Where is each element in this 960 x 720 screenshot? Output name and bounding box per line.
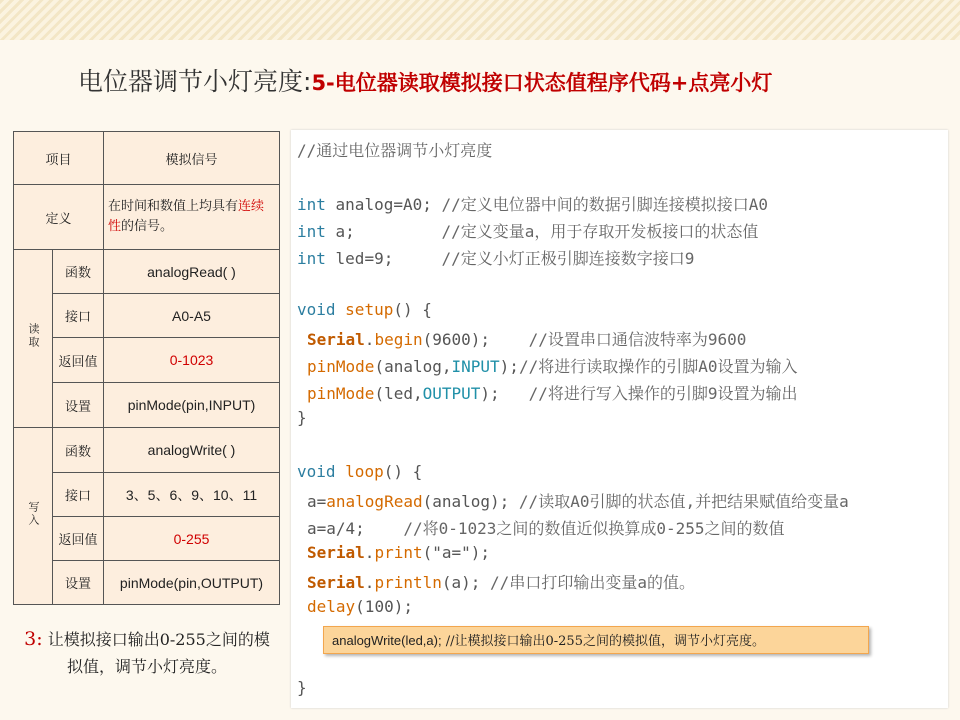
row-label: 设置 xyxy=(53,561,104,605)
code-line: a=a/4; //将0-1023之间的数值近似换算成0-255之间的数值 xyxy=(307,519,785,538)
table-row xyxy=(14,294,280,338)
table-row xyxy=(14,250,280,294)
code-line: int a; //定义变量a，用于存取开发板接口的状态值 xyxy=(297,222,759,241)
definition-text-b: 的信号。 xyxy=(121,219,174,234)
code-line: //通过电位器调节小灯亮度 xyxy=(297,141,493,160)
code-panel xyxy=(291,130,948,708)
row-value: pinMode(pin,OUTPUT) xyxy=(104,561,280,605)
row-label: 接口 xyxy=(53,473,104,517)
table-row xyxy=(14,132,280,185)
code-line: a=analogRead(analog); //读取A0引脚的状态值,并把结果赋值给变量a xyxy=(307,492,849,511)
decorative-stripe-band xyxy=(0,0,960,40)
code-line: delay(100); xyxy=(307,597,413,616)
row-value: analogWrite( ) xyxy=(104,428,280,473)
code-line: int led=9; //定义小灯正极引脚连接数字接口9 xyxy=(297,249,695,268)
code-line: Serial.print("a="); xyxy=(307,543,491,562)
table-row xyxy=(14,383,280,428)
row-value: 0-1023 xyxy=(104,338,280,383)
code-line: } xyxy=(297,678,307,697)
title-main: 电位器调节小灯亮度: xyxy=(78,67,312,96)
row-label: 函数 xyxy=(53,250,104,294)
page-title xyxy=(78,62,772,98)
step-note xyxy=(22,626,272,680)
table-row xyxy=(14,517,280,561)
row-label: 设置 xyxy=(53,383,104,428)
row-value: analogRead( ) xyxy=(104,250,280,294)
row-label: 函数 xyxy=(53,428,104,473)
code-line: Serial.begin(9600); //设置串口通信波特率为9600 xyxy=(307,330,747,349)
table-row xyxy=(14,561,280,605)
code-line: void setup() { xyxy=(297,300,432,319)
step-text: 让模拟接口输出0-255之间的模拟值，调节小灯亮度。 xyxy=(47,630,270,676)
row-label: 接口 xyxy=(53,294,104,338)
callout-code: analogWrite(led,a); xyxy=(332,633,442,648)
definition-text-red: 连续性 xyxy=(108,199,265,234)
read-group-text: 读取 xyxy=(27,323,40,349)
step-number: 3: xyxy=(24,628,43,650)
table-row xyxy=(14,428,280,473)
title-sub: 5-电位器读取模拟接口状态值程序代码+点亮小灯 xyxy=(311,71,773,95)
code-line: int analog=A0; //定义电位器中间的数据引脚连接模拟接口A0 xyxy=(297,195,769,214)
code-line: } xyxy=(297,408,307,427)
read-group-label xyxy=(14,250,53,428)
row-value: 3、5、6、9、10、11 xyxy=(104,473,280,517)
code-line: pinMode(led,OUTPUT); //将进行写入操作的引脚9设置为输出 xyxy=(307,384,798,403)
write-group-label xyxy=(14,428,53,605)
analogwrite-callout xyxy=(323,626,869,654)
row-value: 0-255 xyxy=(104,517,280,561)
table-header-item: 项目 xyxy=(14,132,104,185)
write-group-text: 写入 xyxy=(27,500,40,527)
signal-table xyxy=(13,131,280,605)
row-label: 返回值 xyxy=(53,517,104,561)
definition-text-a: 在时间和数值上均具有 xyxy=(108,199,239,214)
table-row xyxy=(14,185,280,250)
code-line: Serial.println(a); //串口打印输出变量a的值。 xyxy=(307,573,695,592)
code-line: pinMode(analog,INPUT);//将进行读取操作的引脚A0设置为输入 xyxy=(307,357,798,376)
table-header-signal: 模拟信号 xyxy=(104,132,280,185)
table-row xyxy=(14,338,280,383)
callout-comment: //让模拟接口输出0-255之间的模拟值，调节小灯亮度。 xyxy=(441,634,765,649)
definition-label: 定义 xyxy=(14,185,104,250)
row-value: A0-A5 xyxy=(104,294,280,338)
table-row xyxy=(14,473,280,517)
row-label: 返回值 xyxy=(53,338,104,383)
code-line: void loop() { xyxy=(297,462,423,481)
definition-text xyxy=(104,185,280,250)
row-value: pinMode(pin,INPUT) xyxy=(104,383,280,428)
